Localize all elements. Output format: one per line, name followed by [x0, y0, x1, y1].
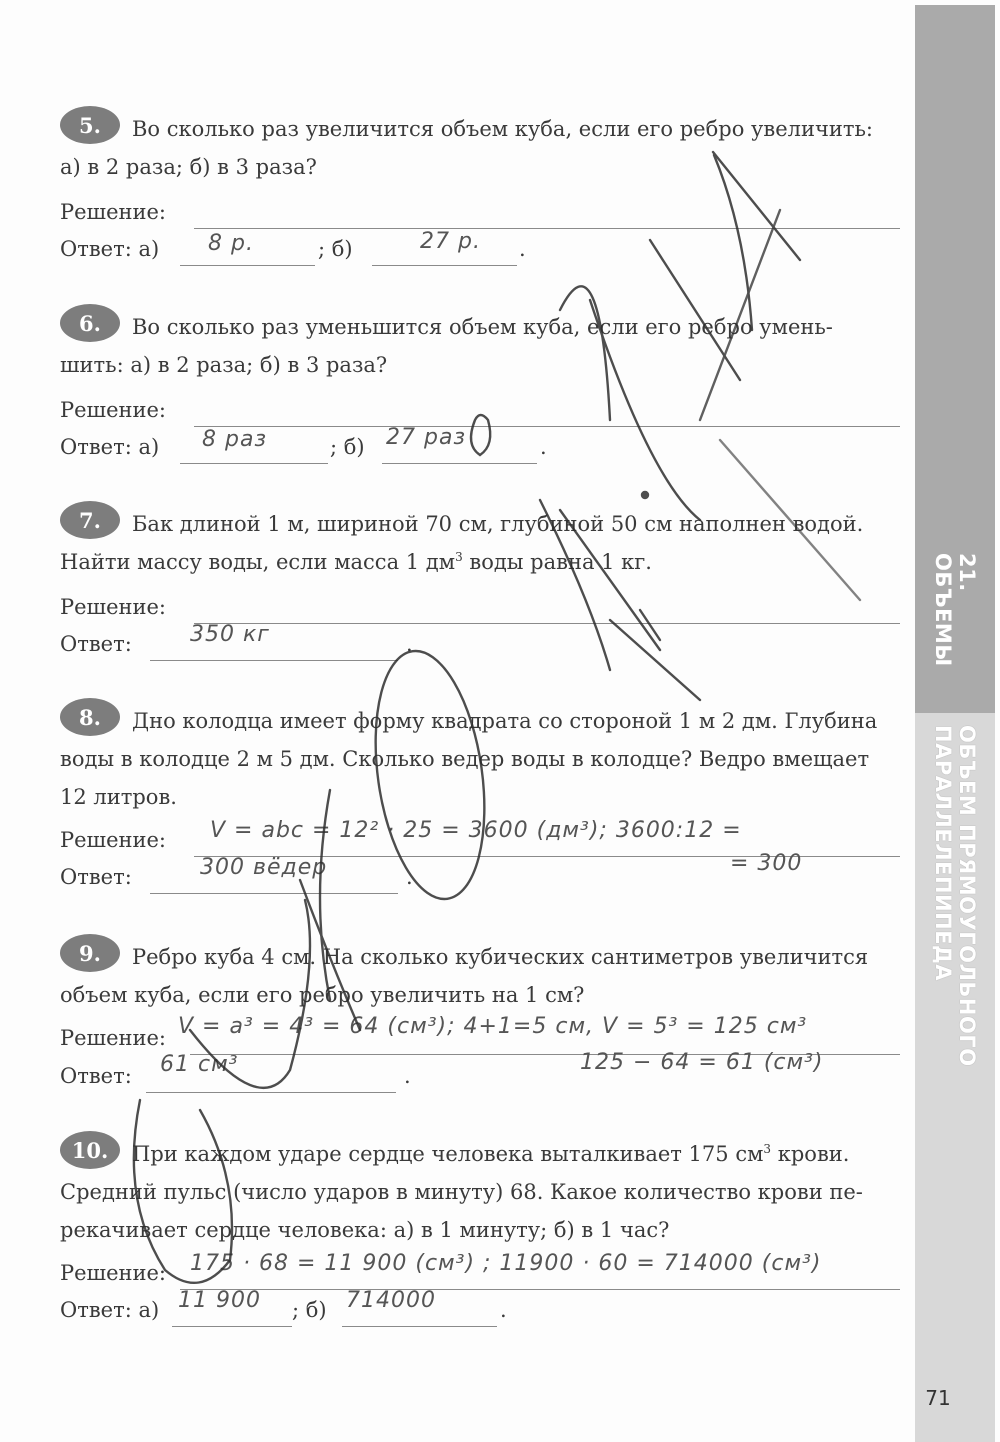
solution-field[interactable] — [194, 595, 900, 624]
problem-text-line: Средний пульс (число ударов в минуту) 68. Какое количество крови пе- — [60, 1180, 863, 1204]
answer-a-handwritten: 8 р. — [208, 231, 254, 256]
answer-row — [60, 1050, 905, 1094]
solution-label: Решение: — [60, 1026, 167, 1050]
problem-number-badge: 7. — [60, 501, 120, 539]
problem-text-line: шить: а) в 2 раза; б) в 3 раза? — [60, 353, 388, 377]
chapter-side-tab — [915, 5, 995, 1442]
problem-text-line: воды в колодце 2 м 5 дм. Сколько ведер воды в колодце? Ведро вмещает — [60, 747, 870, 771]
problem-6 — [60, 308, 905, 459]
problem-text — [60, 308, 905, 384]
problem-text-line: крови. — [771, 1142, 850, 1166]
answer-handwritten: 350 кг — [190, 622, 270, 647]
answer-row — [60, 229, 905, 267]
problem-number-badge: 9. — [60, 934, 120, 972]
problem-text — [60, 110, 905, 186]
superscript: 3 — [455, 550, 463, 564]
page-number: 71 — [925, 1386, 951, 1410]
answer-period: . — [540, 435, 547, 459]
solution-handwritten: 175 · 68 = 11 900 (см³) ; 11900 · 60 = 714000 (см³) — [190, 1251, 822, 1276]
answer-field[interactable] — [150, 632, 398, 661]
solution-label: Решение: — [60, 200, 167, 224]
problem-text-line: а) в 2 раза; б) в 3 раза? — [60, 155, 317, 179]
answer-b-handwritten: 714000 — [346, 1288, 436, 1313]
problem-5 — [60, 110, 905, 261]
solution-handwritten-continuation: 125 − 64 = 61 (см³) — [580, 1050, 824, 1075]
problem-text-line: Во сколько раз увеличится объем куба, если его ребро увеличить: — [132, 117, 873, 141]
chapter-title: 21. ОБЪЕМЫ — [931, 553, 979, 667]
solution-row — [60, 398, 905, 428]
solution-label: Решение: — [60, 1261, 167, 1285]
problem-number-badge: 8. — [60, 698, 120, 736]
answer-label: Ответ: — [60, 865, 132, 889]
answer-period: . — [404, 1064, 411, 1088]
superscript: 3 — [763, 1142, 772, 1156]
problem-text-line: Дно колодца имеет форму квадрата со стороной 1 м 2 дм. Глубина — [132, 709, 878, 733]
problem-text-line: Бак длиной 1 м, шириной 70 см, глубиной 50 см наполнен водой. — [132, 512, 864, 536]
problem-9 — [60, 938, 905, 1088]
answer-separator: ; б) — [330, 435, 365, 459]
solution-handwritten: V = abc = 12² · 25 = 3600 (дм³); 3600:12 = — [210, 818, 742, 843]
problem-number-badge: 6. — [60, 304, 120, 342]
answer-row — [60, 622, 905, 662]
answer-label: Ответ: — [60, 632, 132, 656]
solution-label: Решение: — [60, 828, 167, 852]
answer-period: . — [500, 1298, 507, 1322]
problem-number-badge: 10. — [60, 1131, 120, 1169]
problem-text-line: Ребро куба 4 см. На сколько кубических сантиметров увеличится — [132, 945, 869, 969]
solution-label: Решение: — [60, 398, 167, 422]
problem-text — [60, 1135, 905, 1249]
solution-row — [60, 595, 905, 625]
answer-period: . — [406, 865, 413, 889]
problem-text-line: Найти массу воды, если масса 1 дм — [60, 550, 456, 574]
problem-7 — [60, 505, 905, 656]
problem-text — [60, 505, 905, 581]
answer-row — [60, 425, 905, 465]
problem-text-line: 12 литров. — [60, 785, 177, 809]
problem-8 — [60, 702, 905, 889]
solution-field[interactable] — [194, 398, 900, 427]
solution-row — [60, 200, 905, 230]
problem-text-line: Во сколько раз уменьшится объем куба, если его ребро умень- — [132, 315, 833, 339]
answer-label: Ответ: а) — [60, 237, 160, 261]
answer-label: Ответ: а) — [60, 435, 160, 459]
answer-period: . — [406, 632, 413, 656]
problem-text-line: рекачивает сердце человека: а) в 1 минуту; б) в 1 час? — [60, 1218, 670, 1242]
answer-handwritten: 61 см³ — [160, 1052, 239, 1077]
answer-separator: ; б) — [292, 1298, 327, 1322]
solution-field[interactable] — [194, 200, 900, 229]
answer-row — [60, 1288, 905, 1328]
problem-number-badge: 5. — [60, 106, 120, 144]
problem-text — [60, 702, 905, 816]
solution-label: Решение: — [60, 595, 167, 619]
problem-text-line: воды равна 1 кг. — [462, 550, 652, 574]
answer-label: Ответ: а) — [60, 1298, 160, 1322]
answer-a-handwritten: 11 900 — [178, 1288, 261, 1313]
problem-text — [60, 938, 905, 1014]
answer-a-handwritten: 8 раз — [202, 427, 268, 452]
solution-row — [60, 1251, 905, 1291]
problem-text-line: При каждом ударе сердце человека выталкивает 175 см — [132, 1142, 764, 1166]
answer-separator: ; б) — [318, 237, 353, 261]
problem-10 — [60, 1135, 905, 1322]
answer-row — [60, 851, 905, 895]
answer-handwritten: 300 вёдер — [200, 855, 328, 880]
problem-text-line: объем куба, если его ребро увеличить на 1 см? — [60, 983, 585, 1007]
answer-period: . — [519, 237, 526, 261]
answer-label: Ответ: — [60, 1064, 132, 1088]
answer-b-handwritten: 27 р. — [420, 229, 481, 254]
solution-handwritten: V = a³ = 4³ = 64 (см³); 4+1=5 см, V = 5³ = 125 см³ — [178, 1014, 808, 1039]
answer-b-handwritten: 27 раз — [386, 425, 467, 450]
solution-handwritten-continuation: = 300 — [730, 851, 803, 876]
section-title: ОБЪЕМ ПРЯМОУГОЛЬНОГО ПАРАЛЛЕЛЕПИПЕДА — [931, 725, 979, 1067]
